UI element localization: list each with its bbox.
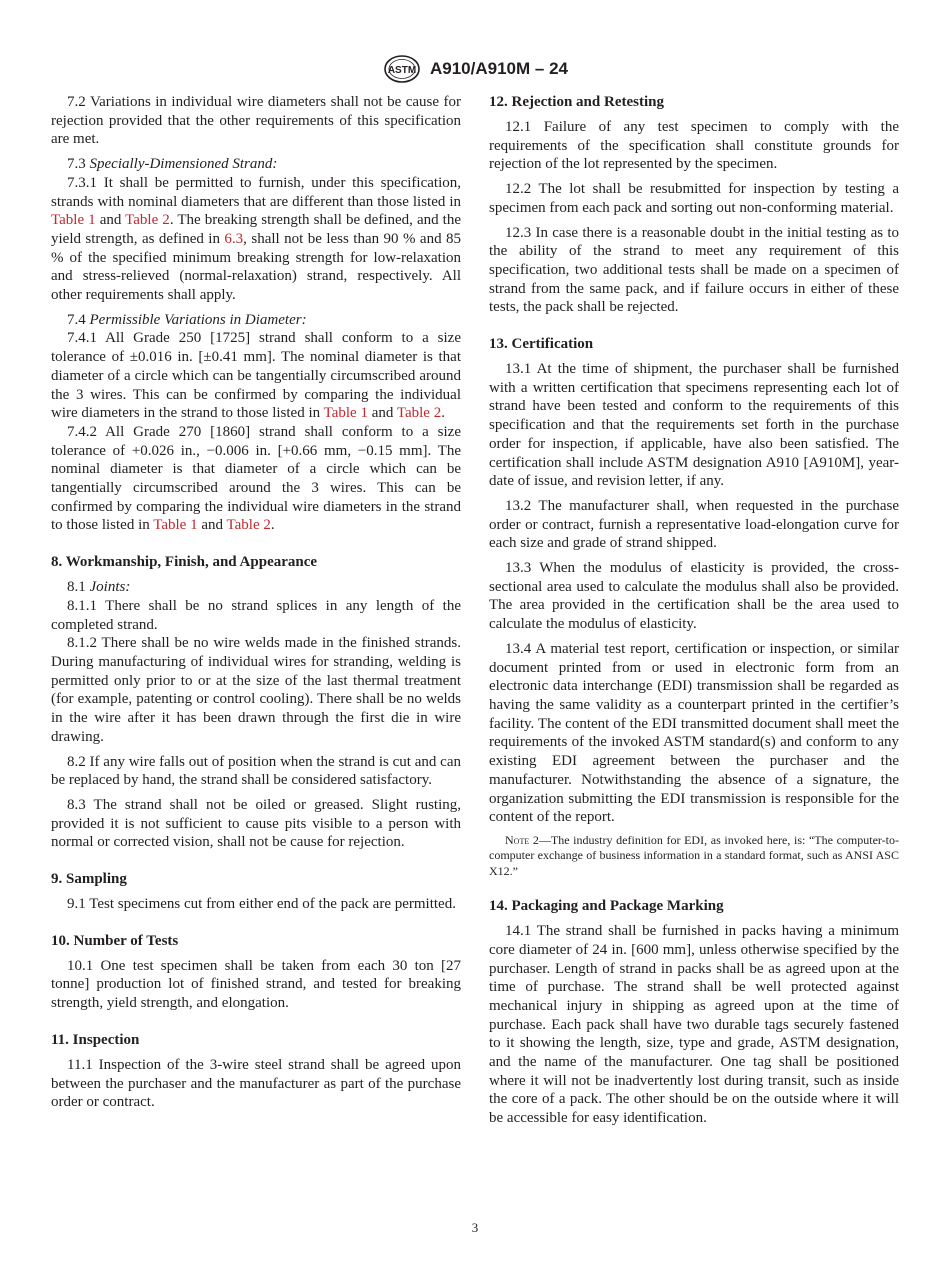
- section-heading-8: 8. Workmanship, Finish, and Appearance: [51, 554, 318, 571]
- paragraph-13-4: 13.4 A material test report, certification or inspection, or similar document printed from or used in electronic form from an electronic data interchange (EDI) transmission shall be regarded as having the same validity as a counterpart printed in the certifier’s facility. The content of the EDI transmitted document shall meet the requirements of the invoked ASTM standard(s) and conform to any existing EDI agreement between the purchaser and the manufacturer. Notwithstanding the absence of a signature, the organization submitting the EDI transmission is responsible for the content of the report.: [489, 640, 899, 826]
- paragraph-7-4-1: [51, 329, 461, 423]
- paragraph-13-2: 13.2 The manufacturer shall, when requested in the purchase order or contract, furnish a representative load-elongation curve for each size and grade of strand shipped.: [489, 497, 899, 552]
- subsection-title: Permissible Variations in Diameter:: [89, 311, 307, 328]
- paragraph-7-4-2: [51, 423, 461, 535]
- text-run: , shall not be less than 90 % and 85 % of the specified minimum breaking strength for low-relaxation and stress-relieved (normal-relaxation) strand, respectively. All other requirements shall apply.: [51, 230, 462, 304]
- paragraph-7-2: 7.2 Variations in individual wire diameters shall not be cause for rejection provided that the other requirements of this specification are met.: [51, 94, 461, 148]
- table-2-link[interactable]: Table 2: [226, 517, 271, 534]
- text-run: and: [371, 405, 394, 422]
- text-run: .: [270, 517, 275, 534]
- subsection-title: Specially-Dimensioned Strand:: [89, 156, 278, 173]
- paragraph-11-1: 11.1 Inspection of the 3-wire steel strand shall be agreed upon between the purchaser and the manufacturer as part of the purchase order or contract.: [51, 1056, 461, 1111]
- note-label: Note 2: [505, 832, 539, 847]
- section-number: 7.4: [67, 311, 86, 328]
- paragraph-8-3: 8.3 The strand shall not be oiled or greased. Slight rusting, provided it is not sufficient to cause pits visible to a person with normal or corrected vision, shall not be cause for rejection.: [51, 796, 461, 851]
- paragraph-8-1: [51, 578, 461, 597]
- text-run: and: [201, 517, 224, 534]
- paragraph-7-4: [51, 311, 461, 330]
- section-heading-14: 14. Packaging and Package Marking: [489, 898, 724, 915]
- section-heading-12: 12. Rejection and Retesting: [489, 94, 664, 110]
- paragraph-12-2: 12.2 The lot shall be resubmitted for inspection by testing a specimen from each pack and sorting out non-conforming material.: [489, 181, 899, 216]
- table-1-link[interactable]: Table 1: [153, 517, 198, 534]
- paragraph-13-1: 13.1 At the time of shipment, the purchaser shall be furnished with a written certification that specimens representing each lot of strand have been tested and conform to the requirements of this specification and that the requirements set forth in the purchase order for inspection, if applicable, have also been satisfied. The certification shall include ASTM designation A910 [A910M], year-date of issue, and revision letter, if any.: [489, 361, 899, 490]
- page-number: 3: [471, 1220, 479, 1235]
- section-heading-13: 13. Certification: [489, 336, 594, 353]
- paragraph-7-3: [51, 155, 461, 174]
- paragraph-9-1: 9.1 Test specimens cut from either end of the pack are permitted.: [67, 896, 456, 913]
- subsection-title: Joints:: [89, 579, 131, 596]
- text-run: 7.3.1 It shall be permitted to furnish, under this specification, strands with nominal diameters that are different than those listed in: [51, 174, 461, 210]
- table-2-link[interactable]: Table 2: [125, 212, 170, 229]
- text-run: 7.4.1 All Grade 250 [1725] strand shall conform to a size tolerance of ±0.016 in. [±0.41 mm]. The nominal diameter is that diameter of a circle which can be tangentially circumscribed around the 3 wires. This can be confirmed by comparing the individual wire diameters in the strand to those listed in: [51, 330, 461, 422]
- text-run: . The breaking strength shall be defined, and the yield strength, as defined in: [51, 212, 461, 247]
- paragraph-8-1-1: 8.1.1 There shall be no strand splices in any length of the completed strand.: [51, 597, 461, 633]
- document-designation: A910/A910M – 24: [430, 59, 568, 78]
- right-column: [489, 93, 899, 1128]
- paragraph-13-3: 13.3 When the modulus of elasticity is provided, the cross-sectional area used to calculate the modulus shall also be provided. The area provided in the certification shall be the area used to calculate the modulus of elasticity.: [489, 560, 899, 633]
- paragraph-14-1: 14.1 The strand shall be furnished in packs having a minimum core diameter of 24 in. [600 mm], unless otherwise specified by the purchaser. Length of strand in packs shall be as agreed upon at the time of purchase. The strand shall be well protected against mechanical injury in shipping as agreed upon at the time of purchase. Each pack shall have two durable tags securely fastened to it showing the length, size, type and grade, ASTM designation, and the name of the manufacturer. One tag shall be positioned where it will not be inadvertently lost during transit, such as inside the core of a pack. The other should be on the outside where it will be accessible for easy identification.: [489, 923, 899, 1127]
- section-6-3-link[interactable]: 6.3: [224, 230, 244, 247]
- paragraph-10-1: 10.1 One test specimen shall be taken from each 30 ton [27 tonne] production lot of finished strand, and tested for breaking strength, yield strength, and elongation.: [51, 957, 461, 1012]
- left-column: [51, 93, 461, 1112]
- note-2: [489, 833, 899, 879]
- note-text: —The industry definition for EDI, as invoked here, is: “The computer-to-computer exchange of business information in a standard format, such as ANSI ASC X12.”: [489, 832, 899, 878]
- table-1-link[interactable]: Table 1: [51, 212, 96, 229]
- table-1-link[interactable]: Table 1: [323, 405, 368, 422]
- paragraph-8-2: 8.2 If any wire falls out of position when the strand is cut and can be replaced by hand, the strand shall be considered satisfactory.: [51, 753, 461, 789]
- text-run: 7.4.2 All Grade 270 [1860] strand shall conform to a size tolerance of +0.026 in., −0.006 in. [+0.66 mm, −0.15 mm]. The nominal diameter is that diameter of a circle which can be tangentially circumscribed around the 3 wires. This can be confirmed by comparing the individual wire diameters in the strand to those listed in: [51, 423, 461, 534]
- page-header: [0, 54, 950, 84]
- paragraph-8-1-2: 8.1.2 There shall be no wire welds made in the finished strands. During manufacturing of individual wires for stranding, welding is permitted only prior to or at the size of the last thermal treatment (for example, patenting or control cooling). There shall be no welds in the wire after it has been drawn through the first die in wire drawing.: [51, 635, 461, 745]
- text-run: .: [441, 405, 445, 422]
- section-heading-10: 10. Number of Tests: [51, 932, 179, 949]
- table-2-link[interactable]: Table 2: [396, 405, 442, 422]
- astm-logo-text: ASTM: [387, 65, 417, 76]
- section-heading-11: 11. Inspection: [51, 1031, 140, 1048]
- text-run: and: [99, 212, 122, 229]
- astm-logo-icon: [382, 54, 422, 84]
- paragraph-12-1: 12.1 Failure of any test specimen to comply with the requirements of the specification shall constitute grounds for rejection of the lot represented by the specimen.: [489, 119, 899, 173]
- section-heading-9: 9. Sampling: [51, 871, 127, 888]
- paragraph-7-3-1: [51, 174, 461, 305]
- section-number: 7.3: [67, 156, 86, 173]
- section-number: 8.1: [67, 579, 86, 596]
- paragraph-12-3: 12.3 In case there is a reasonable doubt in the initial testing as to the ability of the strand to meet any requirement of this specification, two additional tests shall be made on a specimen of strand from the same pack, and if failure occurs in either of these tests, the pack shall be rejected.: [489, 224, 899, 316]
